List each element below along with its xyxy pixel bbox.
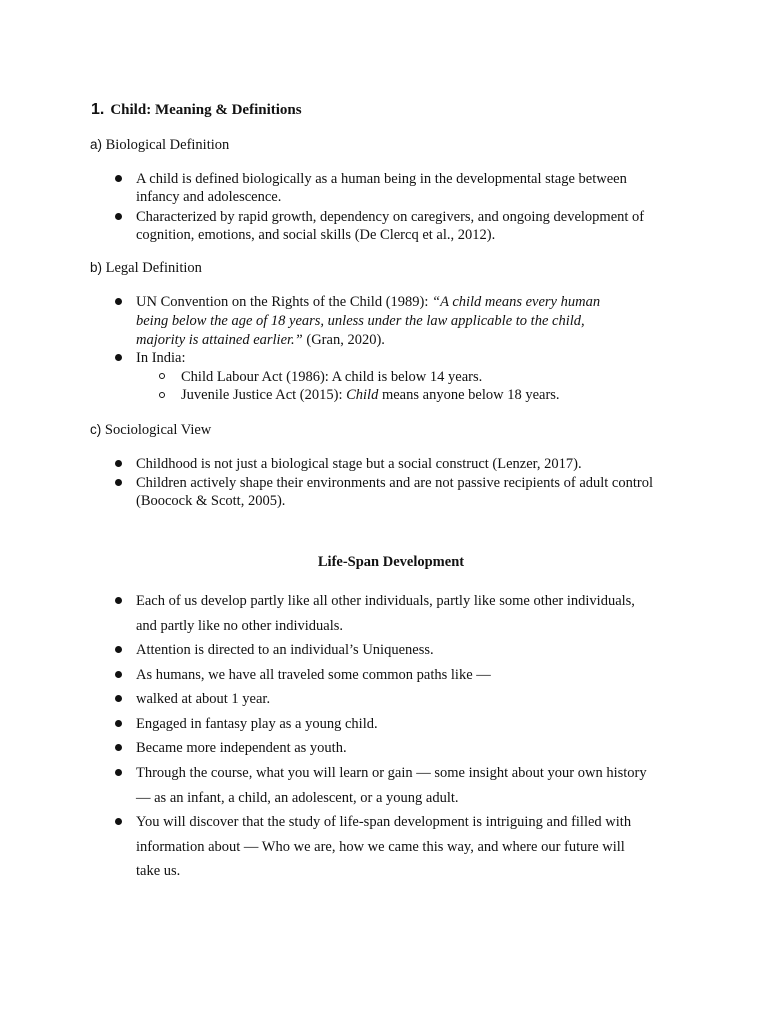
juvenile-act-italic: Child — [346, 387, 379, 403]
list-item-continuation: infancy and adolescence. — [136, 189, 282, 205]
list-item-continuation: — as an infant, a child, an adolescent, or a young adult. — [136, 790, 459, 806]
list-item-continuation: information about — Who we are, how we came this way, and where our future will — [136, 839, 625, 855]
bullet-icon — [115, 597, 122, 604]
list-item: walked at about 1 year. — [136, 691, 271, 707]
un-quote-line3: majority is attained earlier.” — [136, 332, 303, 348]
juvenile-act-suffix: means anyone below 18 years. — [378, 387, 560, 403]
list-item-continuation: and partly like no other individuals. — [136, 618, 343, 634]
bullet-icon — [115, 720, 122, 727]
bullet-icon — [115, 744, 122, 751]
list-item: Characterized by rapid growth, dependency on caregivers, and ongoing development of — [136, 209, 645, 225]
section-title: Child: Meaning & Definitions — [110, 102, 302, 118]
bullet-icon — [115, 298, 122, 305]
list-item: Each of us develop partly like all other individuals, partly like some other individuals, — [136, 593, 635, 609]
list-item: Through the course, what you will learn or gain — some insight about your own history — [136, 765, 647, 781]
list-item: As humans, we have all traveled some common paths like — — [136, 667, 491, 683]
list-item-continuation: (Boocock & Scott, 2005). — [136, 493, 286, 509]
bullet-icon — [115, 695, 122, 702]
list-item — [136, 293, 600, 312]
un-quote-line1: “A child means every human — [432, 294, 601, 310]
bullet-icon — [115, 671, 122, 678]
list-item-continuation: take us. — [136, 863, 181, 879]
section-number: 1. — [91, 101, 105, 118]
sub-list-item — [181, 386, 560, 405]
section-heading — [91, 101, 302, 119]
un-quote-line2: being below the age of 18 years, unless under the law applicable to the child, — [136, 313, 585, 329]
list-item-continuation — [136, 312, 585, 331]
list-item: Children actively shape their environments and are not passive recipients of adult control — [136, 475, 654, 491]
un-convention-prefix: UN Convention on the Rights of the Child (1989): — [136, 294, 433, 310]
juvenile-act-prefix: Juvenile Justice Act (2015): — [181, 387, 347, 403]
subheading-label: Sociological View — [104, 422, 212, 438]
subheading-label: Biological Definition — [105, 137, 230, 153]
lifespan-title: Life-Span Development — [317, 554, 465, 570]
list-item: Became more independent as youth. — [136, 740, 347, 756]
sub-list-item: Child Labour Act (1986): A child is below 14 years. — [181, 369, 483, 385]
list-item: You will discover that the study of life-span development is intriguing and filled with — [136, 814, 632, 830]
subheading-legal — [90, 259, 202, 278]
subheading-marker: b) — [90, 260, 103, 275]
list-item-continuation: cognition, emotions, and social skills (De Clercq et al., 2012). — [136, 227, 496, 243]
sub-bullet-icon — [159, 392, 165, 398]
bullet-icon — [115, 354, 122, 361]
list-item: A child is defined biologically as a human being in the developmental stage between — [136, 171, 627, 187]
list-item: Attention is directed to an individual’s Uniqueness. — [136, 642, 434, 658]
list-item-continuation — [136, 331, 385, 350]
list-item: In India: — [136, 350, 186, 366]
bullet-icon — [115, 460, 122, 467]
list-item: Engaged in fantasy play as a young child. — [136, 716, 378, 732]
bullet-icon — [115, 175, 122, 182]
bullet-icon — [115, 213, 122, 220]
bullet-icon — [115, 646, 122, 653]
subheading-marker: c) — [90, 422, 102, 437]
bullet-icon — [115, 479, 122, 486]
sub-bullet-icon — [159, 373, 165, 379]
bullet-icon — [115, 818, 122, 825]
subheading-label: Legal Definition — [105, 260, 202, 276]
subheading-biological — [90, 136, 229, 155]
subheading-marker: a) — [90, 137, 103, 152]
list-item: Childhood is not just a biological stage but a social construct (Lenzer, 2017). — [136, 456, 582, 472]
un-citation: (Gran, 2020). — [302, 332, 385, 348]
subheading-sociological — [90, 421, 211, 440]
bullet-icon — [115, 769, 122, 776]
